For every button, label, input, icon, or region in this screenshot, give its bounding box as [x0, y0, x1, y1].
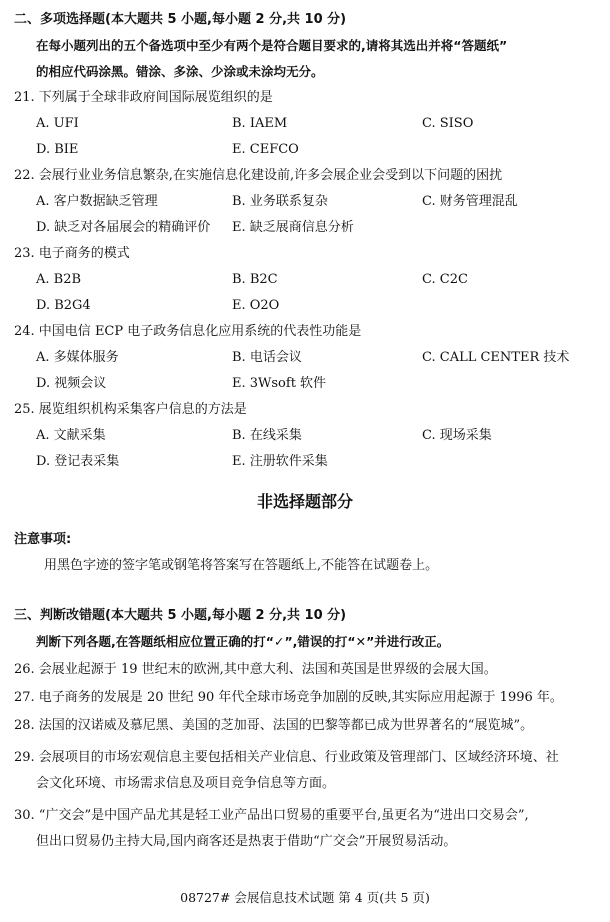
- tf-item-29-continued: 会文化环境、市场需求信息及项目竞争信息等方面。: [36, 776, 336, 791]
- q25-option-d: D. 登记表采集: [36, 454, 120, 469]
- q22-option-c: C. 财务管理混乱: [422, 194, 518, 209]
- q24-option-d: D. 视频会议: [36, 376, 107, 391]
- page-footer: 08727# 会展信息技术试题 第 4 页(共 5 页): [180, 890, 430, 905]
- question-21-stem: 21. 下列属于全球非政府间国际展览组织的是: [14, 90, 273, 105]
- section2-instruction-1: 在每小题列出的五个备选项中至少有两个是符合题目要求的,请将其选出并将“答题纸”: [36, 38, 508, 53]
- q23-option-e: E. O2O: [232, 298, 280, 313]
- tf-item-26: 26. 会展业起源于 19 世纪末的欧洲,其中意大利、法国和英国是世界级的会展大国。: [14, 662, 497, 677]
- section2-instruction-2: 的相应代码涂黑。错涂、多涂、少涂或未涂均无分。: [36, 64, 324, 79]
- question-25-stem: 25. 展览组织机构采集客户信息的方法是: [14, 402, 247, 417]
- q25-option-b: B. 在线采集: [232, 428, 302, 443]
- tf-item-27: 27. 电子商务的发展是 20 世纪 90 年代全球市场竞争加剧的反映,其实际应用起源于 1996 年。: [14, 690, 563, 705]
- section3-instruction: 判断下列各题,在答题纸相应位置正确的打“✓”,错误的打“✕”并进行改正。: [36, 634, 450, 649]
- q25-option-a: A. 文献采集: [36, 428, 106, 443]
- part-title: 非选择题部分: [256, 492, 353, 511]
- section3-title: 三、判断改错题(本大题共 5 小题,每小题 2 分,共 10 分): [14, 608, 347, 623]
- q23-option-c: C. C2C: [422, 272, 468, 287]
- q25-option-e: E. 注册软件采集: [232, 454, 328, 469]
- q22-option-b: B. 业务联系复杂: [232, 194, 328, 209]
- q24-option-c: C. CALL CENTER 技术: [422, 350, 570, 365]
- q22-option-d: D. 缺乏对各届展会的精确评价: [36, 220, 211, 235]
- q21-option-a: A. UFI: [36, 116, 79, 131]
- q25-option-c: C. 现场采集: [422, 428, 492, 443]
- q23-option-a: A. B2B: [36, 272, 82, 287]
- q24-option-e: E. 3Wsoft 软件: [232, 376, 327, 391]
- question-22-stem: 22. 会展行业业务信息繁杂,在实施信息化建设前,许多会展企业会受到以下问题的困扰: [14, 168, 503, 183]
- tf-item-30: 30. “广交会”是中国产品尤其是轻工业产品出口贸易的重要平台,虽更名为“进出口交易会”,: [14, 808, 529, 823]
- tf-item-30-continued: 但出口贸易仍主持大局,国内商客还是热衷于借助“广交会”开展贸易活动。: [36, 834, 457, 849]
- question-24-stem: 24. 中国电信 ECP 电子政务信息化应用系统的代表性功能是: [14, 324, 362, 339]
- q22-option-e: E. 缺乏展商信息分析: [232, 220, 354, 235]
- tf-item-29: 29. 会展项目的市场宏观信息主要包括相关产业信息、行业政策及管理部门、区域经济环境、社: [14, 750, 559, 765]
- q23-option-b: B. B2C: [232, 272, 278, 287]
- q23-option-d: D. B2G4: [36, 298, 91, 313]
- q24-option-a: A. 多媒体服务: [36, 350, 119, 365]
- question-23-stem: 23. 电子商务的模式: [14, 246, 130, 261]
- section2-title: 二、多项选择题(本大题共 5 小题,每小题 2 分,共 10 分): [14, 12, 347, 27]
- q21-option-c: C. SISO: [422, 116, 474, 131]
- notice-label: 注意事项:: [14, 532, 72, 547]
- q21-option-e: E. CEFCO: [232, 142, 299, 157]
- q24-option-b: B. 电话会议: [232, 350, 302, 365]
- notice-text: 用黑色字迹的签字笔或钢笔将答案写在答题纸上,不能答在试题卷上。: [44, 558, 439, 573]
- q21-option-b: B. IAEM: [232, 116, 288, 131]
- q21-option-d: D. BIE: [36, 142, 79, 157]
- q22-option-a: A. 客户数据缺乏管理: [36, 194, 158, 209]
- tf-item-28: 28. 法国的汉诺威及慕尼黑、美国的芝加哥、法国的巴黎等都已成为世界著名的“展览城”。: [14, 718, 534, 733]
